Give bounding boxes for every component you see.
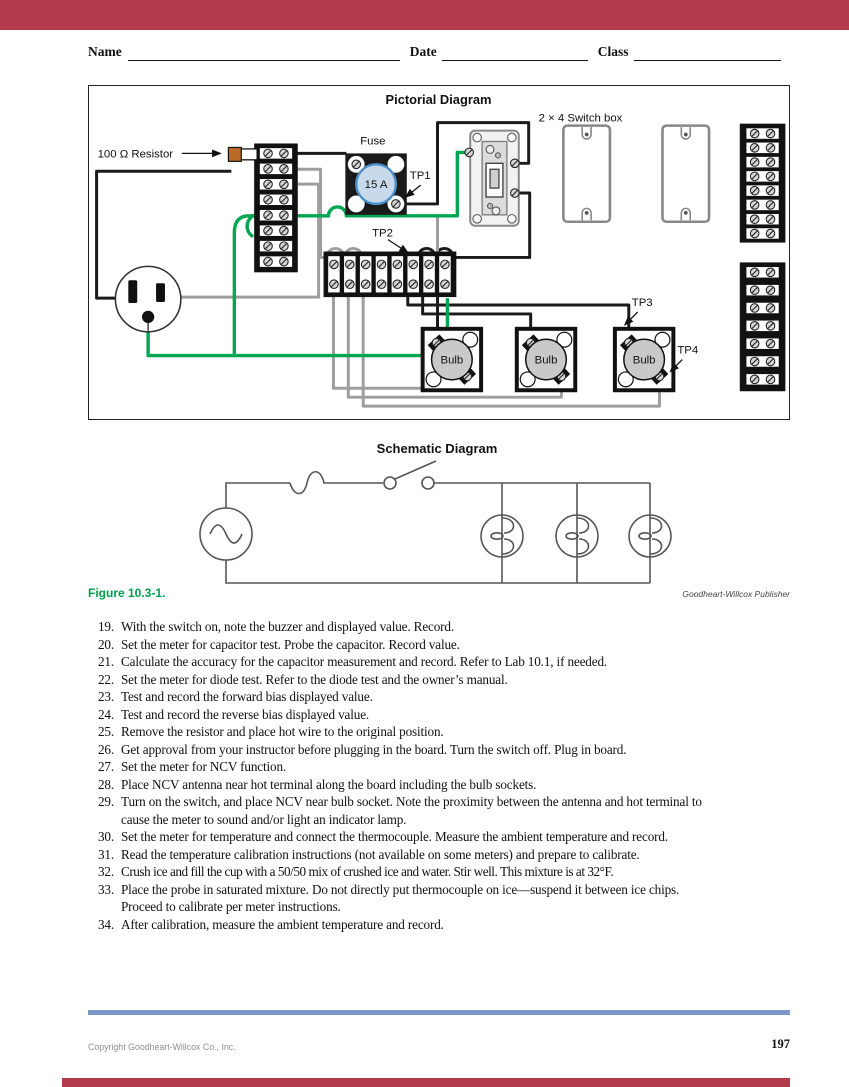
footer-rule [88,1010,790,1015]
terminal-strip-center [324,252,457,298]
list-item [90,671,802,689]
list-item-text: Set the meter for diode test. Refer to the diode test and the owner’s manual. [121,671,508,687]
top-wire-left [226,483,290,508]
list-item-text: Test and record the forward bias displayed value. [121,689,373,704]
list-item-text: After calibration, measure the ambient temperature and record. [121,916,444,932]
footer-color-bar [62,1078,790,1087]
blank-plate-2 [662,126,709,222]
list-item [90,706,802,724]
tp4-label: TP4 [677,344,699,357]
resistor [228,147,257,161]
list-item-text: Turn on the switch, and place NCV near bulb socket. Note the proximity between the antenna and hot terminal to cause the meter to sound and/or light an indicator lamp. [121,794,702,827]
list-item-text: Test and record the reverse bias displayed value. [121,706,370,722]
schematic-diagram [0,440,849,600]
tp3-arrow [625,312,638,325]
list-item-text: Set the meter for temperature and connect the thermocouple. Measure the ambient temperature and record. [121,829,668,844]
toggle-switch [465,131,519,226]
list-item-number: 19. [97,619,114,634]
list-item-number: 22. [97,671,114,687]
switch-lever [395,461,436,479]
bulb-label: Bulb [534,354,558,367]
list-item-text: Remove the resistor and place hot wire to the original position. [121,724,444,739]
list-item-number: 24. [97,706,114,722]
date-label: Date [409,44,437,59]
list-item-number: 34. [97,916,114,932]
class-blank-line [634,46,781,61]
list-item [90,758,802,776]
fuse-label: Fuse [360,135,386,148]
list-item-text: Place the probe in saturated mixture. Do not directly put thermocouple on ice—suspend it between ice chips. Proceed to calibrate per meter instructions. [121,881,680,914]
list-item [90,828,802,846]
fuse-symbol [290,472,383,494]
pictorial-diagram-box [88,85,790,420]
list-item-text: Set the meter for capacitor test. Probe the capacitor. Record value. [121,636,460,652]
list-item [90,881,802,916]
bulb-socket-2 [517,329,575,390]
tp2-label: TP2 [372,227,393,240]
blank-plate-1 [563,126,610,222]
list-item [90,688,802,706]
list-item [90,793,802,828]
list-item-text: Place NCV antenna near hot terminal along the board including the bulb sockets. [121,776,537,792]
name-label: Name [88,44,122,59]
list-item [90,846,802,864]
list-item-number: 28. [97,776,114,792]
list-item-number: 32. [97,864,114,879]
bulb-socket-3 [615,329,673,390]
bulb-socket-1 [423,329,481,390]
list-item [90,776,802,794]
bulb-label: Bulb [440,354,464,367]
switch-box-label: 2 × 4 Switch box [538,112,623,125]
list-item-number: 33. [97,881,114,897]
list-item [90,618,802,636]
tp1-arrow [406,185,421,197]
name-blank-line [128,46,400,61]
list-item [90,723,802,741]
footer-copyright: Copyright Goodheart-Willcox Co., Inc. [88,1042,236,1052]
list-item [90,916,802,934]
list-item-number: 25. [97,724,114,739]
list-item-number: 21. [97,654,114,669]
fuse-rating-label: 15 A [364,179,388,192]
terminal-strip-left [254,143,298,272]
list-item-number: 27. [97,759,114,774]
ac-source-symbol [200,508,252,560]
list-item-text: Crush ice and fill the cup with a 50/50 mix of crushed ice and water. Stir well. This mixture is at 32°F. [121,864,614,879]
list-item [90,863,802,881]
switch-contact-right [422,477,434,489]
bottom-wire [226,560,650,583]
tp1-label: TP1 [409,170,431,183]
class-label: Class [597,44,629,59]
schematic-title: Schematic Diagram [376,441,498,456]
fuse-holder [345,153,406,214]
date-blank-line [442,46,588,61]
terminal-strip-right-bottom [740,262,786,391]
list-item-number: 20. [97,636,114,652]
identification-row [88,44,790,61]
pictorial-title: Pictorial Diagram [385,91,492,107]
list-item-number: 30. [97,829,114,844]
list-item-text: Get approval from your instructor before plugging in the board. Turn the switch off. Plug in board. [121,741,627,757]
list-item-text: Calculate the accuracy for the capacitor measurement and record. Refer to Lab 10.1, if needed. [121,654,608,669]
tp3-label: TP3 [631,297,653,310]
list-item-number: 26. [97,741,114,757]
tp2-arrow [388,240,408,253]
figure-caption: Figure 10.3-1. [88,586,166,600]
list-item-text: With the switch on, note the buzzer and displayed value. Record. [121,619,455,634]
publisher-credit: Goodheart-Willcox Publisher [682,589,790,599]
resistor-label: 100 Ω Resistor [97,148,174,161]
list-item-text: Read the temperature calibration instructions (not available on some meters) and prepare to calibrate. [121,846,640,862]
list-item-text: Set the meter for NCV function. [121,759,287,774]
list-item [90,653,802,671]
outlet-plug [115,266,180,331]
terminal-strip-right-top [740,124,786,243]
list-item-number: 31. [97,846,114,862]
list-item-number: 29. [97,794,114,809]
instructions-list [90,618,802,933]
switch-contact-left [384,477,396,489]
list-item-number: 23. [97,689,114,704]
list-item [90,741,802,759]
list-item [90,636,802,654]
header-color-bar [0,0,849,30]
bulb-label: Bulb [632,354,656,367]
page-number: 197 [771,1037,790,1051]
pictorial-diagram [89,86,788,418]
